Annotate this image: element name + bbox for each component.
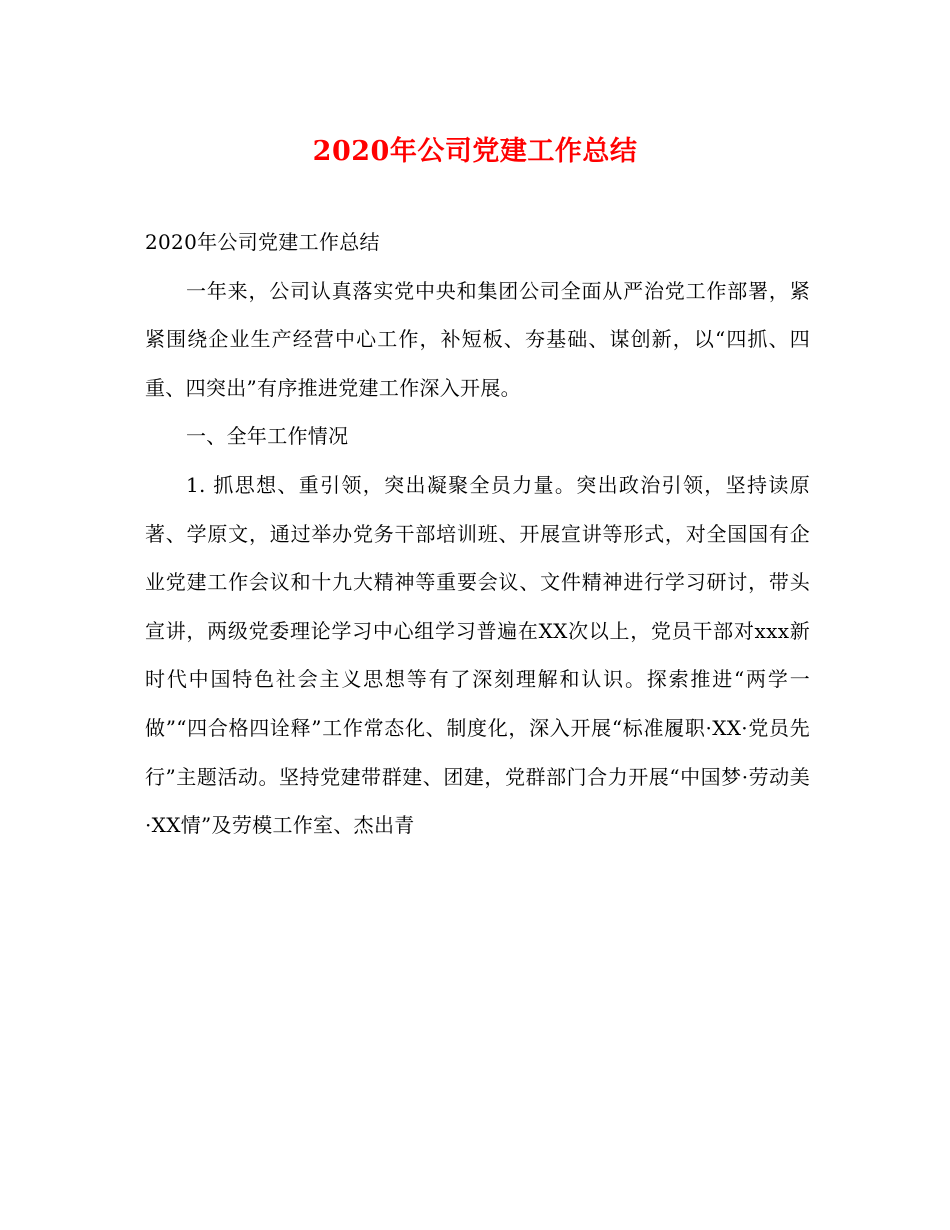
- section-heading: 一、全年工作情况: [186, 424, 349, 449]
- document-title: 2020年公司党建工作总结: [312, 136, 638, 167]
- paragraph-intro: 一年来，公司认真落实党中央和集团公司全面从严治党工作部署，紧紧围绕企业生产经营中心工作，补短板、夯基础、谋创新，以“四抓、四重、四突出”有序推进党建工作深入开展。: [145, 278, 810, 400]
- paragraph-item-1: 1. 抓思想、重引领，突出凝聚全员力量。突出政治引领，坚持读原著、学原文，通过举办党务干部培训班、开展宣讲等形式，对全国国有企业党建工作会议和十九大精神等重要会议、文件精神进行学习研讨，带头宣讲，两级党委理论学习中心组学习普遍在XX次以上，党员干部对xxx新时代中国特色社会主义思想等有了深刻理解和认识。探索推进“两学一做”“四合格四诠释”工作常态化、制度化，深入开展“标准履职·XX·党员先行”主题活动。坚持党建带群建、团建，党群部门合力开展“中国梦·劳动美·XX情”及劳模工作室、杰出青: [145, 472, 810, 838]
- document-subtitle: 2020年公司党建工作总结: [145, 230, 380, 254]
- document-body: [145, 218, 810, 850]
